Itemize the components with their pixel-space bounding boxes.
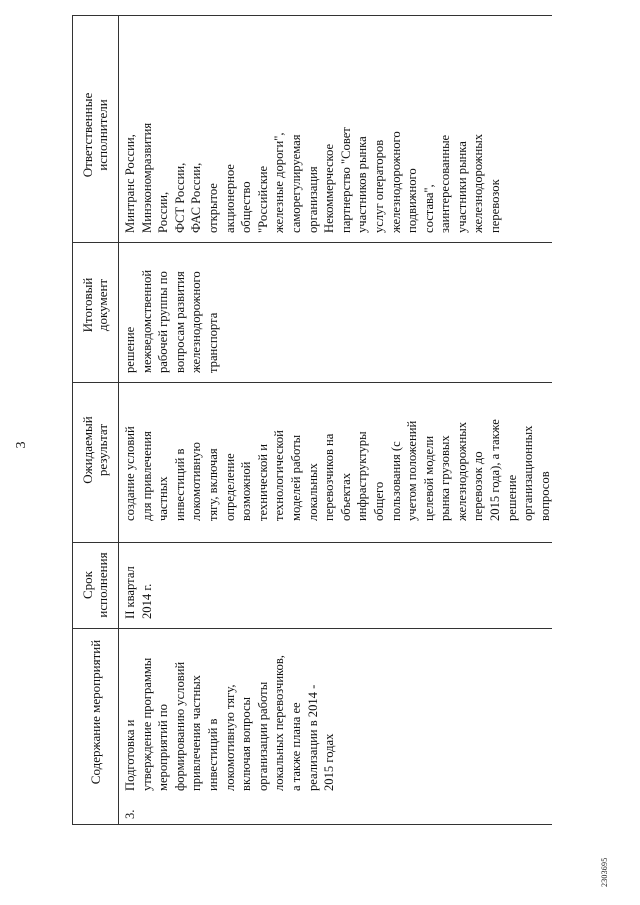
cell-deadline: II квартал 2014 г. <box>123 566 154 619</box>
cell-result: создание условий для привлечения частных инвестиций в локомотивную тягу, включая определение возможной технической и технологической моделей работы локальных перевозчиков на объектах инфраструктуры общего пользования (с учетом положений целевой модели рынка грузовых железнодорожных перевозок до 2015 года), а также решение организационных вопросов <box>123 419 552 521</box>
column-divider <box>72 382 552 383</box>
column-divider <box>72 242 552 243</box>
page-number: 3 <box>14 441 29 449</box>
table-right-border <box>72 15 552 16</box>
header-executors: Ответственные исполнители <box>80 92 110 178</box>
table-left-border <box>72 824 552 825</box>
row-number: 3. <box>123 809 137 819</box>
header-bottom-border <box>118 15 119 825</box>
table-top-border <box>72 15 73 825</box>
header-deadline: Срок исполнения <box>80 552 110 618</box>
column-divider <box>72 628 552 629</box>
cell-content: Подготовка и утверждение программы мероприятий по формированию условий привлечения частных инвестиций в локомотивную тягу, включая вопросы организации работы локальных перевозчиков, а также плана ее реализации в 2014 - 2015 годах <box>123 655 337 791</box>
header-result: Ожидаемый результат <box>80 416 110 484</box>
header-content: Содержание мероприятий <box>87 639 103 785</box>
cell-document: решение межведомственной рабочей группы по вопросам развития железнодорожного транспорта <box>123 269 220 373</box>
cell-executors: Минтранс России, Минэкономразвития России, ФСТ России, ФАС России, открытое акционерное общество "Российские железные дороги", саморегулируемая организация Некоммерческое партнерство "Совет участников рынка услуг операторов железнодорожного подвижного состава", заинтересованные участники рынка железнодорожных перевозок <box>123 122 503 233</box>
document-code: 2303695 <box>600 857 609 887</box>
header-document: Итоговый документ <box>80 277 110 333</box>
measures-table <box>72 15 552 825</box>
